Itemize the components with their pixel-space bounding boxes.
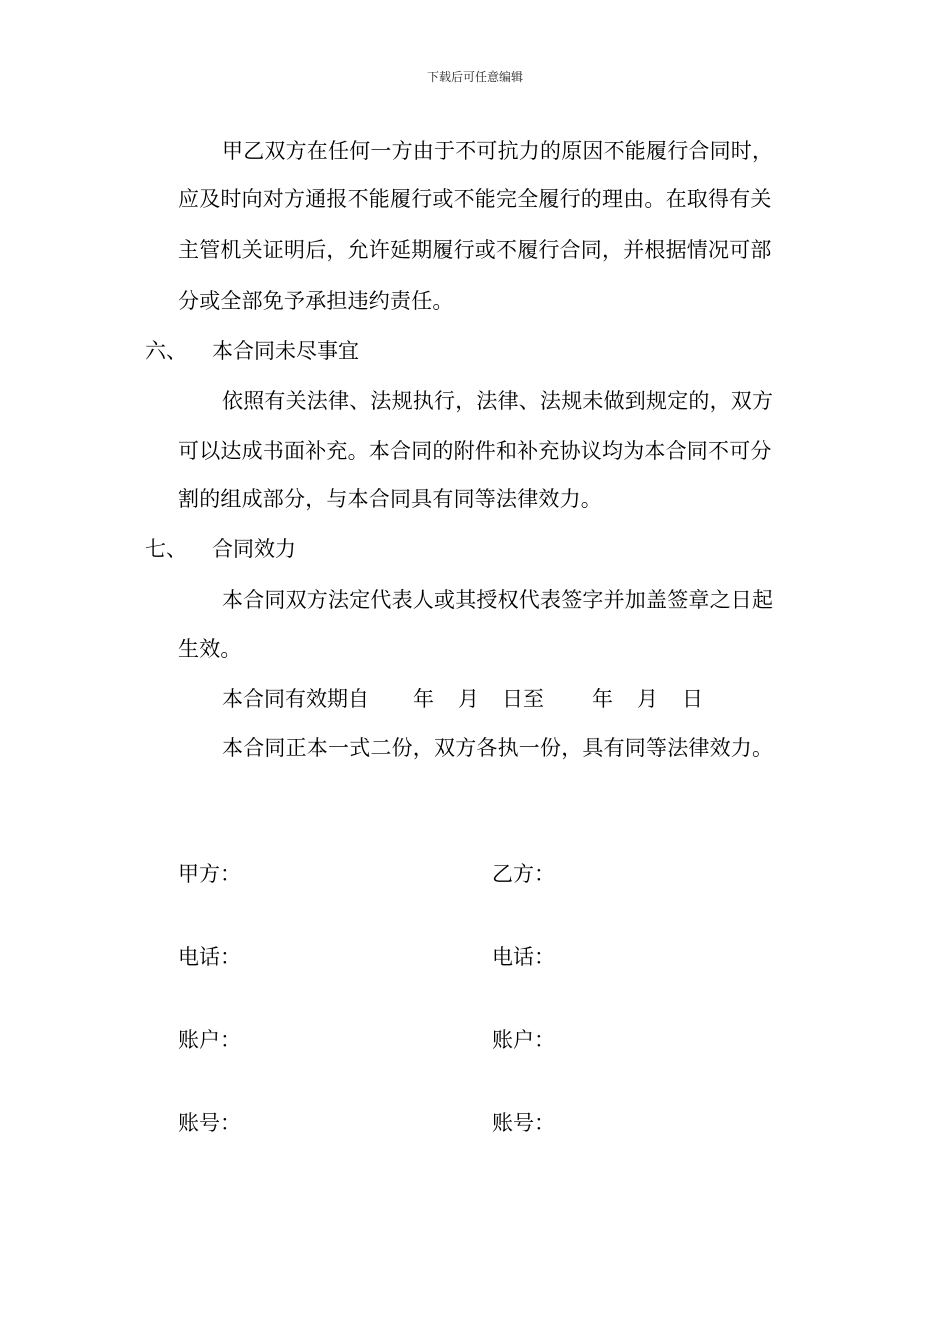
- paragraph-line: 主管机关证明后，允许延期履行或不履行合同，并根据情况可部: [178, 238, 772, 262]
- paragraph-line: 可以达成书面补充。本合同的附件和补充协议均为本合同不可分: [178, 439, 772, 463]
- paragraph-line: 依照有关法律、法规执行，法律、法规未做到规定的，双方: [222, 389, 774, 413]
- party-a-account-label: 账户：: [178, 1028, 241, 1052]
- section-number: 六、: [145, 339, 187, 363]
- copies-clause: 本合同正本一式二份，双方各执一份，具有同等法律效力。: [222, 736, 774, 760]
- validity-prefix: 本合同有效期自: [222, 687, 369, 711]
- section-title: 本合同未尽事宜: [212, 339, 359, 363]
- paragraph-line: 应及时向对方通报不能履行或不能完全履行的理由。在取得有关: [178, 187, 772, 211]
- validity-month-end: 月: [637, 687, 658, 711]
- paragraph-line: 分或全部免予承担违约责任。: [178, 289, 454, 313]
- header-note: 下载后可任意编辑: [426, 70, 523, 84]
- party-a-label: 甲方：: [178, 862, 241, 886]
- party-a-phone-label: 电话：: [178, 945, 241, 969]
- party-b-phone-label: 电话：: [492, 945, 555, 969]
- paragraph-line: 甲乙双方在任何一方由于不可抗力的原因不能履行合同时，: [222, 139, 774, 163]
- paragraph-line: 本合同双方法定代表人或其授权代表签字并加盖签章之日起: [222, 588, 774, 612]
- paragraph-line: 生效。: [178, 637, 242, 661]
- validity-year-start: 年: [413, 687, 434, 711]
- validity-day-end: 日: [682, 687, 703, 711]
- validity-day-start: 日至: [502, 687, 544, 711]
- party-b-account-number-label: 账号：: [492, 1111, 555, 1135]
- party-b-account-label: 账户：: [492, 1028, 555, 1052]
- party-a-account-number-label: 账号：: [178, 1111, 241, 1135]
- party-b-label: 乙方：: [492, 862, 555, 886]
- validity-month-start: 月: [458, 687, 479, 711]
- validity-year-end: 年: [592, 687, 613, 711]
- section-number: 七、: [145, 537, 187, 561]
- section-title: 合同效力: [212, 537, 296, 561]
- paragraph-line: 割的组成部分，与本合同具有同等法律效力。: [178, 487, 602, 511]
